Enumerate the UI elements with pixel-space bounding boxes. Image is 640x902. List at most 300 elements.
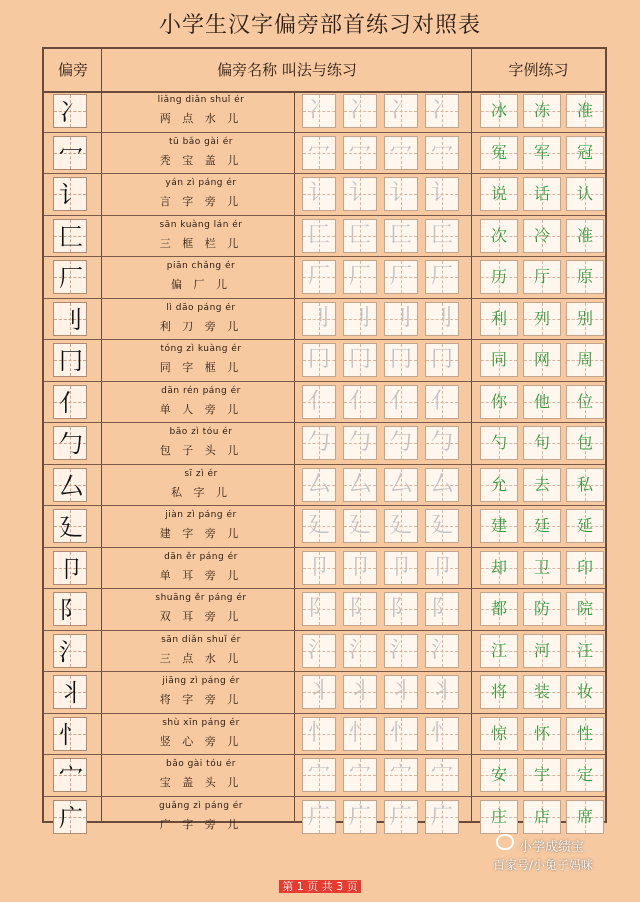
table-row — [44, 672, 605, 714]
example-box — [523, 468, 561, 502]
example-char: 次 — [490, 225, 507, 245]
tracing-char: 氵 — [348, 637, 371, 663]
example-char: 别 — [576, 308, 593, 328]
tracing-box — [343, 551, 377, 585]
example-box — [480, 260, 518, 294]
tracing-char: 厶 — [307, 471, 330, 497]
radical-cell — [53, 551, 87, 585]
tracing-char: 勹 — [307, 430, 330, 455]
tracing-char: 廴 — [430, 513, 453, 538]
tracing-char: 广 — [389, 803, 412, 829]
table-row — [44, 340, 605, 382]
tracing-box — [425, 260, 459, 294]
tracing-box — [343, 758, 377, 792]
tracing-box — [384, 758, 418, 792]
tracing-box — [302, 468, 336, 502]
example-char: 建 — [490, 516, 507, 535]
radical-pinyin: jiāng zì páng ér — [162, 676, 240, 686]
example-box — [566, 136, 604, 170]
tracing-box — [302, 426, 336, 460]
tracing-box — [425, 509, 459, 543]
example-char: 冠 — [576, 142, 593, 162]
radical-char: 刂 — [59, 305, 83, 334]
tracing-box — [343, 717, 377, 751]
radical-name: 利 刀 旁 儿 — [159, 319, 243, 333]
radical-name: 私 字 儿 — [171, 485, 231, 499]
radical-name: 建 字 旁 儿 — [159, 527, 243, 540]
radical-pinyin: sān kuàng lán ér — [159, 219, 243, 230]
example-box — [566, 94, 604, 128]
radical-pinyin: bǎo gài tóu ér — [165, 759, 237, 769]
example-box — [523, 758, 561, 792]
radical-name: 包 子 头 儿 — [159, 444, 243, 457]
tracing-char: 刂 — [348, 305, 371, 331]
tracing-char: 勹 — [348, 430, 371, 455]
example-box — [480, 177, 518, 211]
table-row — [44, 589, 605, 631]
tracing-box — [343, 509, 377, 543]
example-box — [566, 343, 604, 377]
tracing-char: 匚 — [389, 222, 412, 248]
example-char: 冤 — [490, 142, 507, 162]
tracing-char: 冖 — [307, 139, 330, 165]
example-box — [523, 592, 561, 626]
example-char: 惊 — [490, 723, 507, 743]
example-box — [523, 136, 561, 170]
tracing-box — [384, 219, 418, 253]
example-char: 说 — [490, 184, 507, 203]
example-box — [523, 260, 561, 294]
header-examples: 字例练习 — [508, 61, 569, 79]
tracing-char: 忄 — [389, 720, 412, 746]
table-row — [44, 382, 605, 424]
example-box — [566, 219, 604, 253]
tracing-box — [425, 551, 459, 585]
example-box — [523, 343, 561, 377]
example-box — [480, 675, 518, 709]
example-char: 准 — [576, 225, 593, 245]
tracing-box — [425, 675, 459, 709]
radical-pinyin: tóng zì kuàng ér — [160, 344, 242, 354]
example-box — [523, 94, 561, 128]
example-char: 都 — [490, 599, 507, 618]
tracing-box — [343, 260, 377, 294]
example-box — [523, 634, 561, 668]
example-char: 印 — [576, 557, 593, 577]
tracing-box — [384, 509, 418, 543]
tracing-box — [302, 177, 336, 211]
table-row — [44, 797, 605, 839]
tracing-box — [384, 468, 418, 502]
example-box — [566, 551, 604, 585]
tracing-char: 亻 — [389, 388, 412, 414]
example-char: 勺 — [490, 433, 507, 452]
example-box — [523, 675, 561, 709]
example-box — [566, 260, 604, 294]
tracing-char: 勹 — [430, 430, 453, 455]
radical-char: 讠 — [59, 181, 83, 209]
radical-char: 广 — [59, 803, 83, 832]
tracing-box — [425, 592, 459, 626]
example-box — [480, 136, 518, 170]
tracing-char: 冖 — [430, 139, 453, 165]
radical-char: 氵 — [59, 637, 83, 666]
tracing-char: 卩 — [430, 554, 453, 580]
tracing-box — [384, 551, 418, 585]
tracing-box — [302, 343, 336, 377]
example-char: 你 — [490, 391, 507, 411]
example-box — [566, 675, 604, 709]
example-box — [480, 758, 518, 792]
radical-name: 宝 盖 头 儿 — [159, 776, 243, 789]
radical-cell — [53, 675, 87, 709]
radical-cell — [53, 592, 87, 626]
radical-pinyin: lì dāo páng ér — [166, 302, 236, 313]
example-char: 妆 — [576, 682, 593, 701]
tracing-char: 丬 — [348, 679, 371, 704]
example-char: 原 — [576, 267, 593, 286]
radical-cell — [53, 717, 87, 751]
example-char: 厅 — [533, 267, 550, 286]
tracing-char: 广 — [348, 803, 371, 829]
example-char: 允 — [490, 474, 507, 494]
tracing-char: 刂 — [307, 305, 330, 331]
radical-table — [42, 47, 607, 832]
header-radical: 偏旁 — [57, 61, 88, 79]
tracing-char: 亻 — [430, 388, 453, 414]
table-row — [44, 465, 605, 507]
tracing-box — [425, 717, 459, 751]
tracing-box — [384, 385, 418, 419]
tracing-char: 氵 — [307, 637, 330, 663]
example-char: 延 — [576, 516, 593, 535]
example-char: 军 — [533, 142, 550, 162]
radical-char: 宀 — [59, 762, 83, 790]
radical-char: 丬 — [59, 679, 83, 707]
tracing-box — [302, 302, 336, 336]
tracing-box — [343, 468, 377, 502]
example-box — [566, 385, 604, 419]
example-box — [480, 302, 518, 336]
table-row — [44, 216, 605, 258]
example-char: 卫 — [533, 557, 550, 577]
radical-pinyin: piān chǎng ér — [166, 261, 236, 271]
radical-name: 三 框 栏 儿 — [159, 236, 243, 250]
example-char: 冷 — [533, 225, 550, 245]
example-box — [566, 302, 604, 336]
table-row — [44, 423, 605, 465]
tracing-box — [384, 634, 418, 668]
radical-cell — [53, 302, 87, 336]
radical-pinyin: sī zì ér — [184, 468, 218, 479]
example-char: 位 — [576, 391, 593, 411]
tracing-box — [343, 426, 377, 460]
tracing-box — [425, 343, 459, 377]
tracing-char: 厶 — [430, 471, 453, 497]
radical-pinyin: yán zì páng ér — [165, 178, 237, 188]
tracing-box — [384, 343, 418, 377]
radical-pinyin: shù xīn páng ér — [162, 717, 240, 728]
example-box — [566, 758, 604, 792]
tracing-char: 厂 — [389, 264, 412, 289]
watermark-source: 百家号/小兔子妈咪 — [493, 858, 594, 872]
example-char: 廷 — [533, 516, 550, 535]
example-box — [566, 592, 604, 626]
tracing-box — [384, 426, 418, 460]
tracing-box — [302, 94, 336, 128]
tracing-char: 阝 — [389, 596, 412, 621]
example-char: 河 — [533, 640, 550, 660]
example-char: 院 — [576, 599, 593, 618]
radical-char: 冫 — [59, 98, 83, 126]
table-row — [44, 714, 605, 756]
example-box — [566, 426, 604, 460]
example-char: 席 — [576, 806, 593, 826]
example-box — [566, 509, 604, 543]
tracing-box — [384, 800, 418, 834]
example-box — [480, 634, 518, 668]
table-header — [44, 49, 605, 93]
radical-cell — [53, 426, 87, 460]
example-box — [566, 634, 604, 668]
tracing-box — [343, 385, 377, 419]
tracing-char: 匚 — [430, 222, 453, 248]
tracing-box — [302, 800, 336, 834]
tracing-char: 忄 — [348, 720, 371, 746]
tracing-box — [302, 592, 336, 626]
example-char: 装 — [533, 682, 550, 701]
example-char: 列 — [533, 308, 550, 328]
example-char: 他 — [533, 391, 550, 411]
example-box — [566, 468, 604, 502]
tracing-box — [343, 219, 377, 253]
tracing-box — [384, 177, 418, 211]
example-char: 性 — [576, 723, 593, 743]
tracing-char: 冂 — [430, 347, 453, 372]
radical-char: 厂 — [59, 264, 83, 292]
radical-cell — [53, 343, 87, 377]
example-char: 去 — [533, 474, 550, 494]
tracing-box — [425, 136, 459, 170]
example-box — [480, 468, 518, 502]
tracing-char: 卩 — [307, 554, 330, 580]
example-char: 话 — [533, 184, 550, 203]
example-box — [523, 717, 561, 751]
tracing-box — [425, 758, 459, 792]
table-row — [44, 133, 605, 175]
radical-name: 将 字 旁 儿 — [159, 693, 243, 706]
radical-cell — [53, 468, 87, 502]
example-char: 庄 — [490, 806, 507, 826]
radical-cell — [53, 219, 87, 253]
table-row — [44, 548, 605, 590]
radical-name: 单 人 旁 儿 — [159, 402, 243, 416]
radical-name: 竖 心 旁 儿 — [159, 734, 243, 748]
tracing-box — [343, 94, 377, 128]
tracing-char: 广 — [307, 803, 330, 829]
tracing-char: 勹 — [389, 430, 412, 455]
example-char: 准 — [576, 101, 593, 120]
radical-char: 卩 — [59, 554, 83, 583]
tracing-char: 讠 — [430, 181, 453, 206]
example-char: 句 — [533, 433, 550, 452]
tracing-box — [343, 592, 377, 626]
tracing-char: 冫 — [389, 98, 412, 123]
radical-pinyin: liǎng diǎn shuǐ ér — [157, 95, 245, 105]
tracing-char: 廴 — [348, 513, 371, 538]
table-row — [44, 755, 605, 797]
radical-name: 单 耳 旁 儿 — [159, 568, 243, 582]
tracing-box — [425, 468, 459, 502]
tracing-box — [302, 260, 336, 294]
tracing-char: 忄 — [430, 720, 453, 746]
example-char: 宇 — [533, 765, 550, 784]
radical-char: 冂 — [59, 347, 83, 375]
tracing-box — [425, 94, 459, 128]
tracing-char: 丬 — [389, 679, 412, 704]
radical-char: 冖 — [59, 139, 83, 168]
example-box — [480, 800, 518, 834]
tracing-box — [384, 260, 418, 294]
example-char: 同 — [490, 350, 507, 369]
tracing-box — [425, 634, 459, 668]
example-char: 定 — [576, 765, 593, 784]
example-char: 认 — [576, 184, 593, 203]
example-box — [566, 717, 604, 751]
radical-cell — [53, 260, 87, 294]
example-box — [480, 717, 518, 751]
example-box — [523, 385, 561, 419]
tracing-char: 冖 — [389, 139, 412, 165]
tracing-char: 亻 — [307, 388, 330, 414]
example-box — [480, 343, 518, 377]
tracing-box — [425, 177, 459, 211]
radical-name: 同 字 框 儿 — [159, 361, 243, 374]
radical-cell — [53, 800, 87, 834]
radical-name: 三 点 水 儿 — [159, 651, 243, 665]
tracing-box — [302, 219, 336, 253]
tracing-box — [343, 675, 377, 709]
tracing-char: 宀 — [307, 762, 330, 787]
tracing-char: 亻 — [348, 388, 371, 414]
tracing-char: 厂 — [307, 264, 330, 289]
radical-char: 亻 — [59, 388, 83, 417]
tracing-box — [343, 343, 377, 377]
tracing-box — [302, 634, 336, 668]
example-char: 将 — [490, 682, 507, 701]
radical-cell — [53, 177, 87, 211]
tracing-box — [425, 302, 459, 336]
example-char: 历 — [490, 267, 507, 286]
radical-name: 广 字 旁 儿 — [159, 817, 243, 831]
tracing-box — [302, 136, 336, 170]
tracing-char: 厂 — [348, 264, 371, 289]
tracing-char: 阝 — [430, 596, 453, 621]
tracing-char: 阝 — [348, 596, 371, 621]
example-char: 怀 — [533, 723, 550, 743]
tracing-box — [343, 800, 377, 834]
radical-cell — [53, 94, 87, 128]
example-char: 私 — [576, 474, 593, 494]
radical-char: 厶 — [59, 471, 83, 500]
example-char: 网 — [533, 350, 550, 369]
example-char: 冰 — [490, 101, 507, 120]
tracing-box — [302, 717, 336, 751]
example-box — [566, 177, 604, 211]
example-box — [480, 219, 518, 253]
tracing-char: 宀 — [430, 762, 453, 787]
table-row — [44, 631, 605, 673]
example-char: 利 — [490, 308, 507, 328]
tracing-char: 厶 — [389, 471, 412, 497]
tracing-char: 厂 — [430, 264, 453, 289]
tracing-char: 卩 — [348, 554, 371, 580]
radical-cell — [53, 509, 87, 543]
radical-name: 言 字 旁 儿 — [159, 195, 243, 208]
tracing-box — [343, 302, 377, 336]
tracing-char: 丬 — [430, 679, 453, 704]
table-row — [44, 174, 605, 216]
radical-name: 两 点 水 儿 — [159, 112, 243, 125]
example-char: 冻 — [533, 101, 550, 120]
example-char: 汪 — [576, 640, 593, 660]
tracing-char: 厶 — [348, 471, 371, 497]
example-char: 江 — [490, 640, 507, 660]
radical-char: 阝 — [59, 596, 83, 624]
tracing-char: 冂 — [307, 347, 330, 372]
tracing-box — [384, 592, 418, 626]
example-box — [523, 551, 561, 585]
table-row — [44, 91, 605, 133]
example-box — [523, 509, 561, 543]
tracing-char: 冫 — [430, 98, 453, 123]
example-char: 安 — [490, 765, 507, 784]
tracing-box — [425, 385, 459, 419]
tracing-box — [302, 551, 336, 585]
example-box — [523, 426, 561, 460]
tracing-char: 忄 — [307, 720, 330, 746]
tracing-char: 匚 — [307, 222, 330, 248]
example-box — [480, 592, 518, 626]
radical-pinyin: dān rén páng ér — [161, 385, 241, 396]
tracing-box — [302, 758, 336, 792]
radical-name: 双 耳 旁 儿 — [159, 610, 243, 623]
example-box — [523, 302, 561, 336]
tracing-char: 冂 — [389, 347, 412, 372]
tracing-char: 氵 — [430, 637, 453, 663]
tracing-box — [343, 136, 377, 170]
example-box — [480, 385, 518, 419]
table-row — [44, 506, 605, 548]
tracing-box — [302, 509, 336, 543]
wechat-icon — [496, 834, 514, 850]
tracing-char: 冫 — [307, 98, 330, 123]
radical-cell — [53, 136, 87, 170]
radical-name: 秃 宝 盖 儿 — [159, 153, 243, 167]
example-box — [480, 509, 518, 543]
radical-cell — [53, 758, 87, 792]
radical-pinyin: bāo zì tóu ér — [169, 427, 233, 437]
tracing-char: 阝 — [307, 596, 330, 621]
example-box — [523, 219, 561, 253]
tracing-box — [384, 675, 418, 709]
tracing-box — [343, 634, 377, 668]
tracing-box — [343, 177, 377, 211]
radical-char: 勹 — [59, 430, 83, 458]
example-box — [480, 94, 518, 128]
radical-char: 廴 — [59, 513, 83, 541]
tracing-char: 刂 — [430, 305, 453, 331]
